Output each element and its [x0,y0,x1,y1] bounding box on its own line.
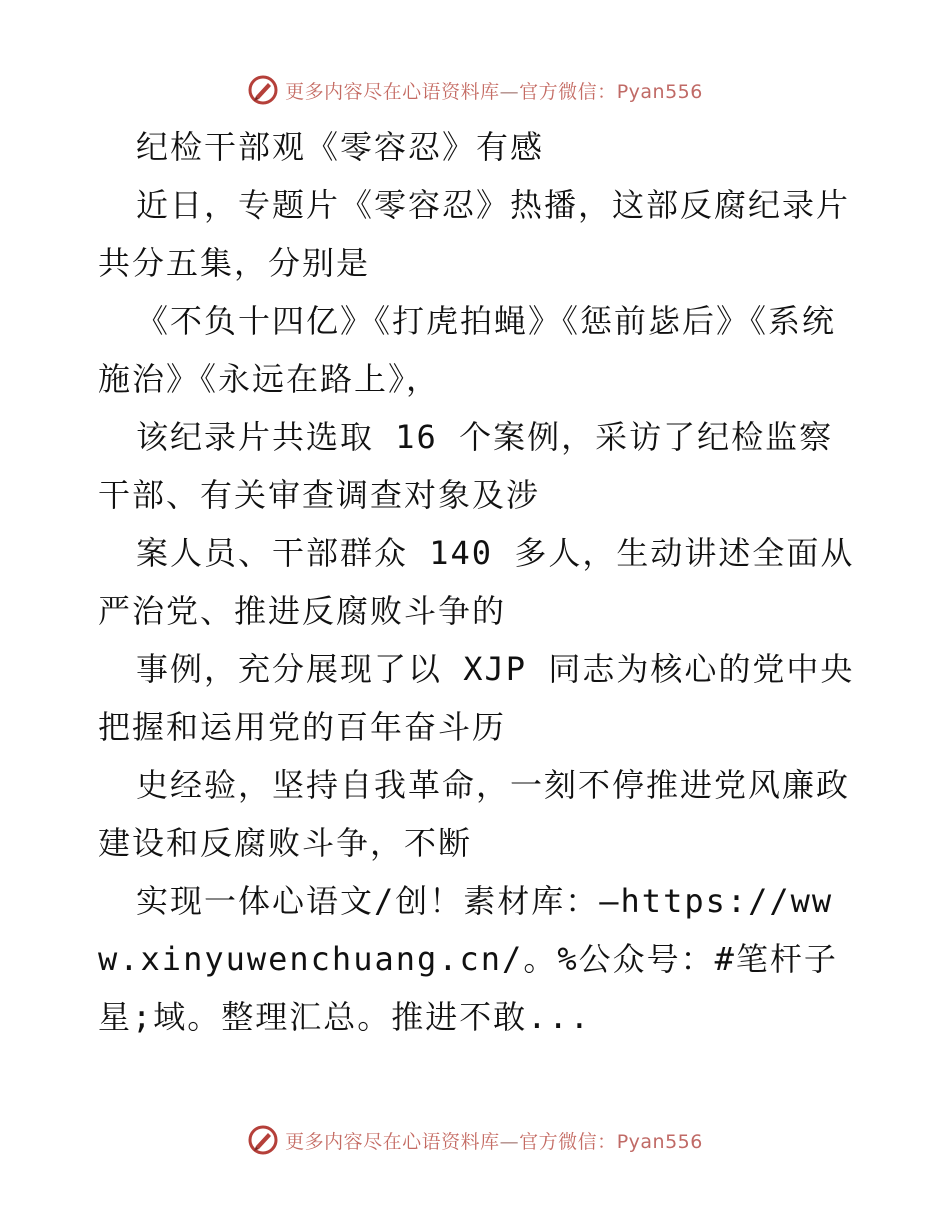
header-watermark [0,70,950,110]
watermark-text [285,1127,703,1154]
watermark-separator: — [499,80,520,103]
paragraph: 实现一体心语文/创！素材库：—https://www.xinyuwenchuang.cn/。%公众号：#笔杆子星;域。整理汇总。推进不敢... [98,882,838,1036]
pen-logo-icon [247,1124,279,1156]
watermark-label: 官方微信： [519,80,617,103]
watermark-id: Pyan556 [616,1130,703,1153]
document-body [98,118,858,1046]
watermark-text [285,77,703,104]
watermark-main: 更多内容尽在心语资料库 [285,1130,500,1153]
pen-logo-icon [247,74,279,106]
watermark-separator: — [499,1130,520,1153]
paragraph: 近日，专题片《零容忍》热播，这部反腐纪录片共分五集，分别是 [98,186,851,282]
watermark-main: 更多内容尽在心语资料库 [285,80,500,103]
footer-watermark [0,1120,950,1160]
document-title: 纪检干部观《零容忍》有感 [136,128,545,166]
watermark-id: Pyan556 [616,80,703,103]
paragraph: 该纪录片共选取 16 个案例，采访了纪检监察干部、有关审查调查对象及涉 [98,418,834,514]
paragraph: 史经验，坚持自我革命，一刻不停推进党风廉政建设和反腐败斗争，不断 [98,766,851,862]
paragraph: 《不负十四亿》《打虎拍蝇》《惩前毖后》《系统施治》《永远在路上》， [98,302,837,398]
paragraph: 案人员、干部群众 140 多人，生动讲述全面从严治党、推进反腐败斗争的 [98,534,855,630]
paragraph: 事例，充分展现了以 XJP 同志为核心的党中央把握和运用党的百年奋斗历 [98,650,855,746]
watermark-label: 官方微信： [519,1130,617,1153]
